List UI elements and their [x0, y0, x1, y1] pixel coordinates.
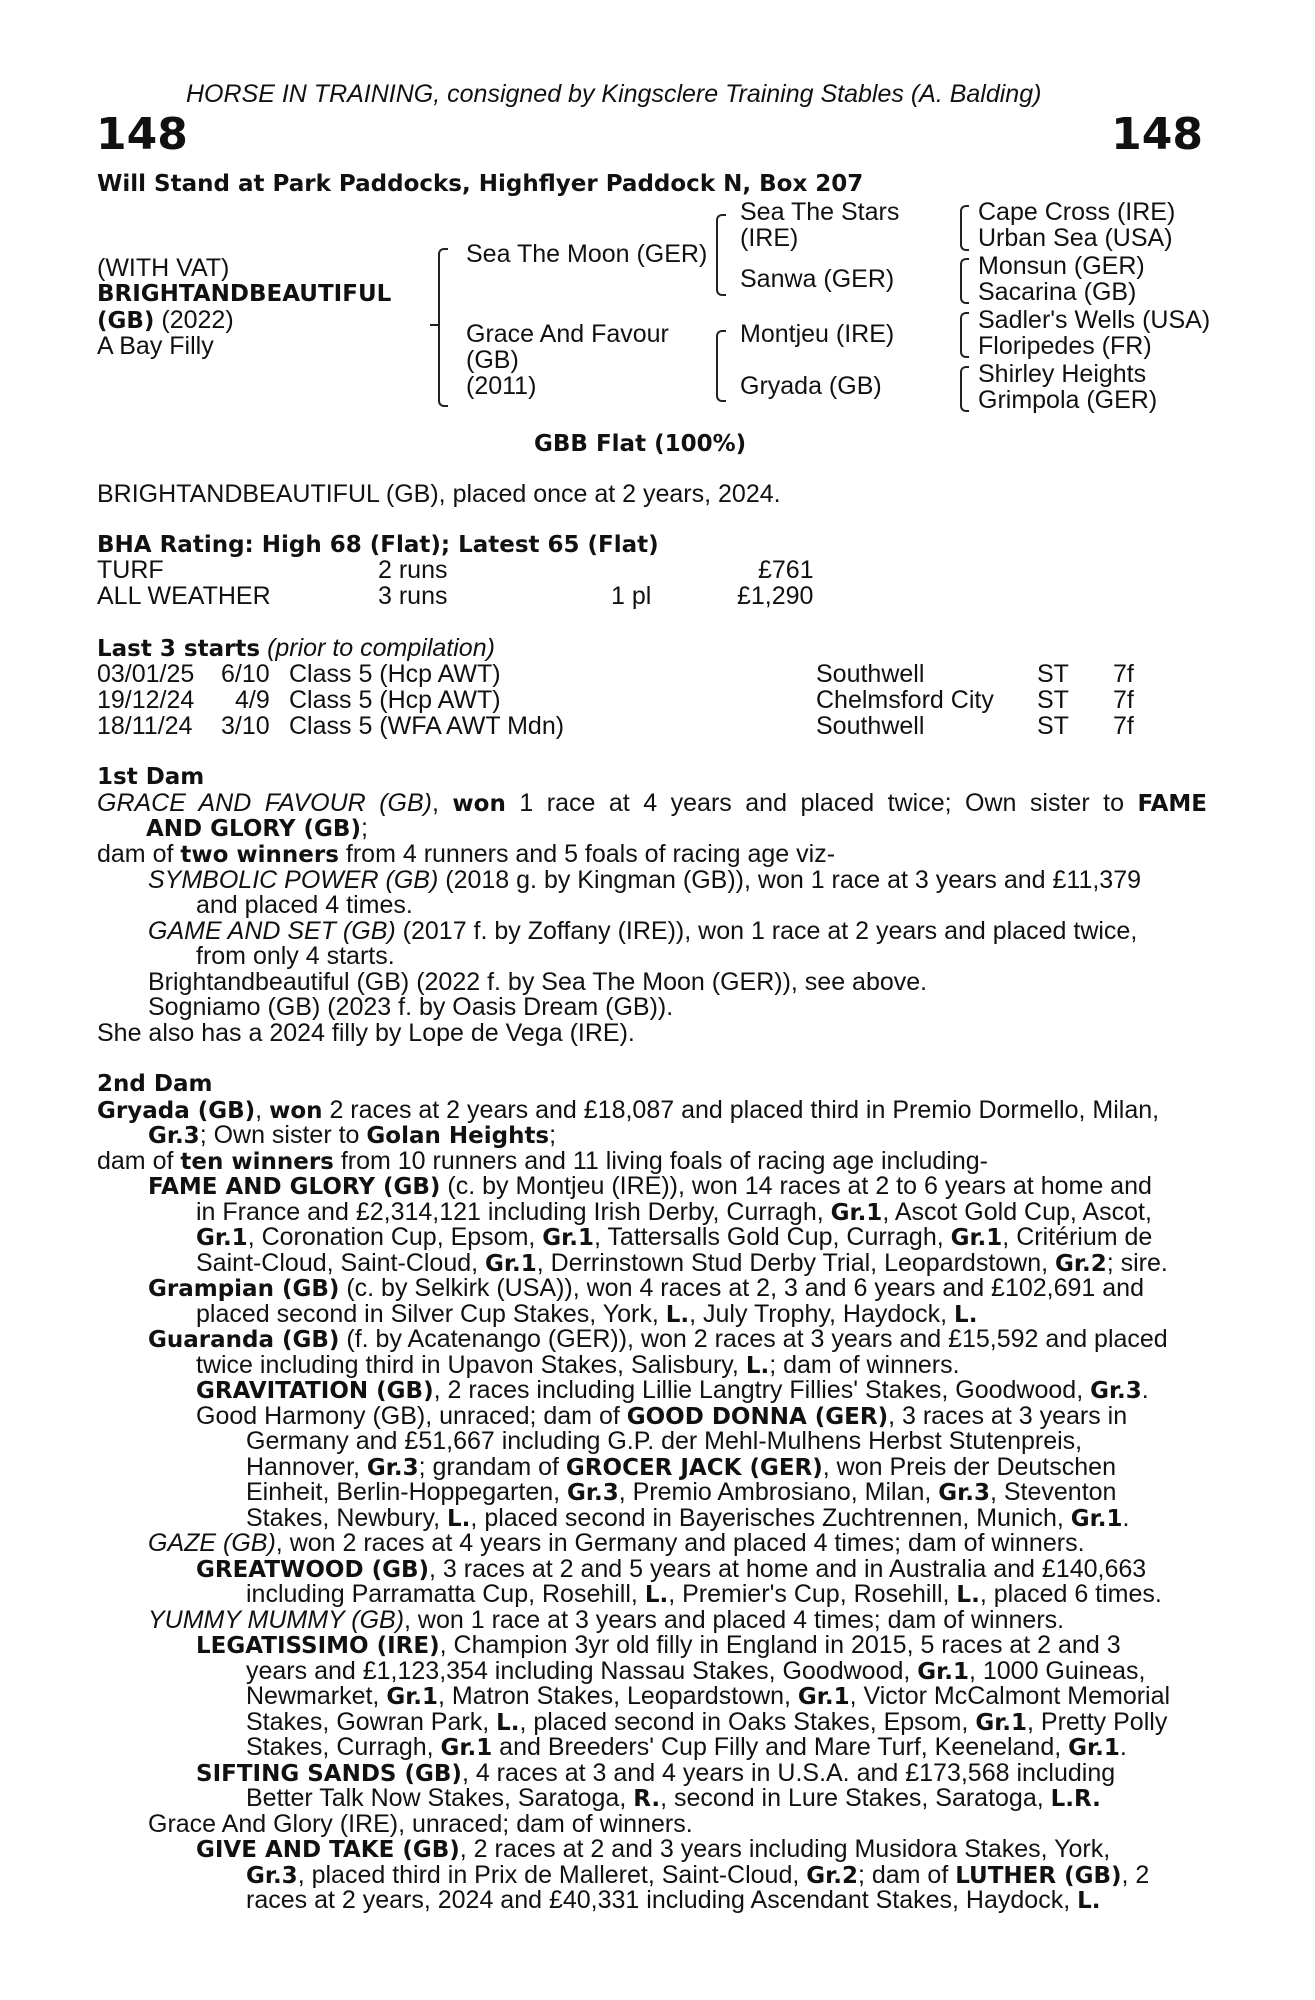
rating-runs: 2 runs: [378, 556, 448, 584]
start-course: Southwell: [816, 712, 925, 740]
second-dam-line: dam of ten winners from 10 runners and 11 living foals of racing age including-: [97, 1147, 988, 1175]
second-dam-line: GAZE (GB), won 2 races at 4 years in Germany and placed 4 times; dam of winners.: [148, 1529, 1085, 1557]
grandsire-1: Cape Cross (IRE): [978, 198, 1176, 226]
second-dam-line: YUMMY MUMMY (GB), won 1 race at 3 years and placed 4 times; dam of winners.: [148, 1606, 1065, 1634]
first-dam-heading: 1st Dam: [97, 764, 205, 790]
start-date: 18/11/24: [97, 712, 193, 740]
pedigree-brace-3: [716, 330, 726, 402]
second-dam-line: Good Harmony (GB), unraced; dam of GOOD DONNA (GER), 3 races at 3 years in: [196, 1402, 1128, 1430]
start-going: ST: [1037, 686, 1069, 714]
second-dam-line: Stakes, Curragh, Gr.1 and Breeders' Cup Filly and Mare Turf, Keeneland, Gr.1.: [246, 1733, 1127, 1761]
start-position: 3/10: [221, 712, 270, 740]
first-dam-line: Brightandbeautiful (GB) (2022 f. by Sea The Moon (GER)), see above.: [148, 968, 928, 996]
horse-description: A Bay Filly: [97, 332, 214, 360]
second-dam-line: races at 2 years, 2024 and £40,331 including Ascendant Stakes, Haydock, L.: [246, 1886, 1101, 1914]
grandsire-3: Sadler's Wells (USA): [978, 306, 1211, 334]
second-dam-line: years and £1,123,354 including Nassau Stakes, Goodwood, Gr.1, 1000 Guineas,: [246, 1657, 1146, 1685]
second-dam-line: Gr.3; Own sister to Golan Heights;: [148, 1121, 557, 1149]
second-dam-line: Guaranda (GB) (f. by Acatenango (GER)), won 2 races at 3 years and £15,592 and placed: [148, 1325, 1168, 1353]
first-dam-line: SYMBOLIC POWER (GB) (2018 g. by Kingman (GB)), won 1 race at 3 years and £11,379: [148, 866, 1142, 894]
granddam-1: Urban Sea (USA): [978, 224, 1173, 252]
horse-summary: BRIGHTANDBEAUTIFUL (GB), placed once at 2 years, 2024.: [97, 480, 781, 508]
start-race: Class 5 (Hcp AWT): [289, 660, 501, 688]
start-race: Class 5 (Hcp AWT): [289, 686, 501, 714]
start-course: Chelmsford City: [816, 686, 994, 714]
second-dam-line: Stakes, Newbury, L., placed second in Bayerisches Zuchtrennen, Munich, Gr.1.: [246, 1504, 1130, 1532]
start-date: 03/01/25: [97, 660, 195, 688]
start-going: ST: [1037, 660, 1069, 688]
bha-rating-heading: BHA Rating: High 68 (Flat); Latest 65 (Flat): [97, 532, 659, 558]
second-dam-line: including Parramatta Cup, Rosehill, L., Premier's Cup, Rosehill, L., placed 6 times.: [246, 1580, 1162, 1608]
start-distance: 7f: [1113, 686, 1134, 714]
start-date: 19/12/24: [97, 686, 195, 714]
dam-name-line1: Grace And Favour: [466, 320, 669, 348]
second-dam-line: GIVE AND TAKE (GB), 2 races at 2 and 3 years including Musidora Stakes, York,: [196, 1835, 1111, 1863]
second-dam-line: Better Talk Now Stakes, Saratoga, R., second in Lure Stakes, Saratoga, L.R.: [246, 1784, 1101, 1812]
rating-prize: £761: [758, 556, 814, 584]
sire-dam: Sanwa (GER): [740, 265, 895, 293]
granddam-3: Floripedes (FR): [978, 332, 1152, 360]
dam-name-line2: (GB): [466, 346, 519, 374]
first-dam-line: She also has a 2024 filly by Lope de Vega (IRE).: [97, 1019, 635, 1047]
first-dam-line: GRACE AND FAVOUR (GB), won 1 race at 4 years and placed twice; Own sister to FAME: [97, 789, 1207, 817]
horse-origin-year: (GB) (2022): [97, 306, 234, 334]
gbb-label: GBB Flat (100%): [534, 431, 747, 457]
second-dam-line: Saint-Cloud, Saint-Cloud, Gr.1, Derrinstown Stud Derby Trial, Leopardstown, Gr.2; sire.: [196, 1249, 1168, 1277]
start-distance: 7f: [1113, 712, 1134, 740]
granddam-2: Sacarina (GB): [978, 278, 1137, 306]
first-dam-line: Sogniamo (GB) (2023 f. by Oasis Dream (GB)).: [148, 993, 674, 1021]
second-dam-line: Stakes, Gowran Park, L., placed second in Oaks Stakes, Epsom, Gr.1, Pretty Polly: [246, 1708, 1168, 1736]
pedigree-brace-1: [438, 248, 448, 407]
second-dam-line: twice including third in Upavon Stakes, Salisbury, L.; dam of winners.: [196, 1351, 960, 1379]
grandsire-2: Monsun (GER): [978, 252, 1145, 280]
second-dam-line: Gryada (GB), won 2 races at 2 years and £18,087 and placed third in Premio Dormello, Milan,: [97, 1096, 1160, 1124]
last-starts-heading: Last 3 starts (prior to compilation): [97, 634, 495, 662]
first-dam-line: from only 4 starts.: [196, 942, 395, 970]
sire-sire-line1: Sea The Stars: [740, 198, 900, 226]
second-dam-line: Germany and £51,667 including G.P. der Mehl-Mulhens Herbst Stutenpreis,: [246, 1427, 1083, 1455]
horse-name: BRIGHTANDBEAUTIFUL: [97, 281, 392, 307]
second-dam-line: placed second in Silver Cup Stakes, York, L., July Trophy, Haydock, L.: [196, 1300, 978, 1328]
page-header-title: HORSE IN TRAINING, consigned by Kingsclere Training Stables (A. Balding): [186, 80, 1042, 108]
sire-sire-line2: (IRE): [740, 224, 799, 252]
second-dam-line: Grace And Glory (IRE), unraced; dam of winners.: [148, 1810, 693, 1838]
rating-prize: £1,290: [737, 582, 814, 610]
dam-dam: Gryada (GB): [740, 372, 882, 400]
rating-placed: 1 pl: [611, 582, 652, 610]
start-position: 6/10: [221, 660, 270, 688]
second-dam-line: GRAVITATION (GB), 2 races including Lillie Langtry Fillies' Stakes, Goodwood, Gr.3.: [196, 1376, 1149, 1404]
rating-surface: TURF: [97, 556, 164, 584]
location-line: Will Stand at Park Paddocks, Highflyer Paddock N, Box 207: [97, 171, 864, 197]
second-dam-heading: 2nd Dam: [97, 1071, 213, 1097]
second-dam-line: Gr.3, placed third in Prix de Malleret, Saint-Cloud, Gr.2; dam of LUTHER (GB), 2: [246, 1861, 1150, 1889]
second-dam-line: LEGATISSIMO (IRE), Champion 3yr old filly in England in 2015, 5 races at 2 and 3: [196, 1631, 1121, 1659]
start-distance: 7f: [1113, 660, 1134, 688]
second-dam-line: Einheit, Berlin-Hoppegarten, Gr.3, Premio Ambrosiano, Milan, Gr.3, Steventon: [246, 1478, 1117, 1506]
lot-number-right: 148: [1111, 109, 1203, 160]
vat-label: (WITH VAT): [97, 254, 230, 282]
start-race: Class 5 (WFA AWT Mdn): [289, 712, 565, 740]
pedigree-brace-2: [716, 214, 726, 296]
rating-runs: 3 runs: [378, 582, 448, 610]
second-dam-line: Grampian (GB) (c. by Selkirk (USA)), won 4 races at 2, 3 and 6 years and £102,691 and: [148, 1274, 1144, 1302]
dam-sire: Montjeu (IRE): [740, 320, 895, 348]
second-dam-line: GREATWOOD (GB), 3 races at 2 and 5 years at home and in Australia and £140,663: [196, 1555, 1147, 1583]
dam-name-line3: (2011): [466, 372, 537, 400]
first-dam-line: AND GLORY (GB);: [146, 814, 368, 842]
second-dam-line: Gr.1, Coronation Cup, Epsom, Gr.1, Tattersalls Gold Cup, Curragh, Gr.1, Critérium de: [196, 1223, 1153, 1251]
second-dam-line: Newmarket, Gr.1, Matron Stakes, Leopardstown, Gr.1, Victor McCalmont Memorial: [246, 1682, 1171, 1710]
start-position: 4/9: [235, 686, 270, 714]
second-dam-line: in France and £2,314,121 including Irish Derby, Curragh, Gr.1, Ascot Gold Cup, Ascot,: [196, 1198, 1152, 1226]
first-dam-line: and placed 4 times.: [196, 891, 413, 919]
rating-surface: ALL WEATHER: [97, 582, 271, 610]
start-going: ST: [1037, 712, 1069, 740]
lot-number-left: 148: [96, 109, 188, 160]
first-dam-line: GAME AND SET (GB) (2017 f. by Zoffany (IRE)), won 1 race at 2 years and placed twice,: [148, 917, 1138, 945]
start-course: Southwell: [816, 660, 925, 688]
sire-name: Sea The Moon (GER): [466, 240, 708, 268]
granddam-4: Grimpola (GER): [978, 386, 1158, 414]
second-dam-line: SIFTING SANDS (GB), 4 races at 3 and 4 years in U.S.A. and £173,568 including: [196, 1759, 1116, 1787]
first-dam-line: dam of two winners from 4 runners and 5 foals of racing age viz-: [97, 840, 836, 868]
second-dam-line: FAME AND GLORY (GB) (c. by Montjeu (IRE)), won 14 races at 2 to 6 years at home and: [148, 1172, 1152, 1200]
grandsire-4: Shirley Heights: [978, 360, 1147, 388]
second-dam-line: Hannover, Gr.3; grandam of GROCER JACK (GER), won Preis der Deutschen: [246, 1453, 1116, 1481]
